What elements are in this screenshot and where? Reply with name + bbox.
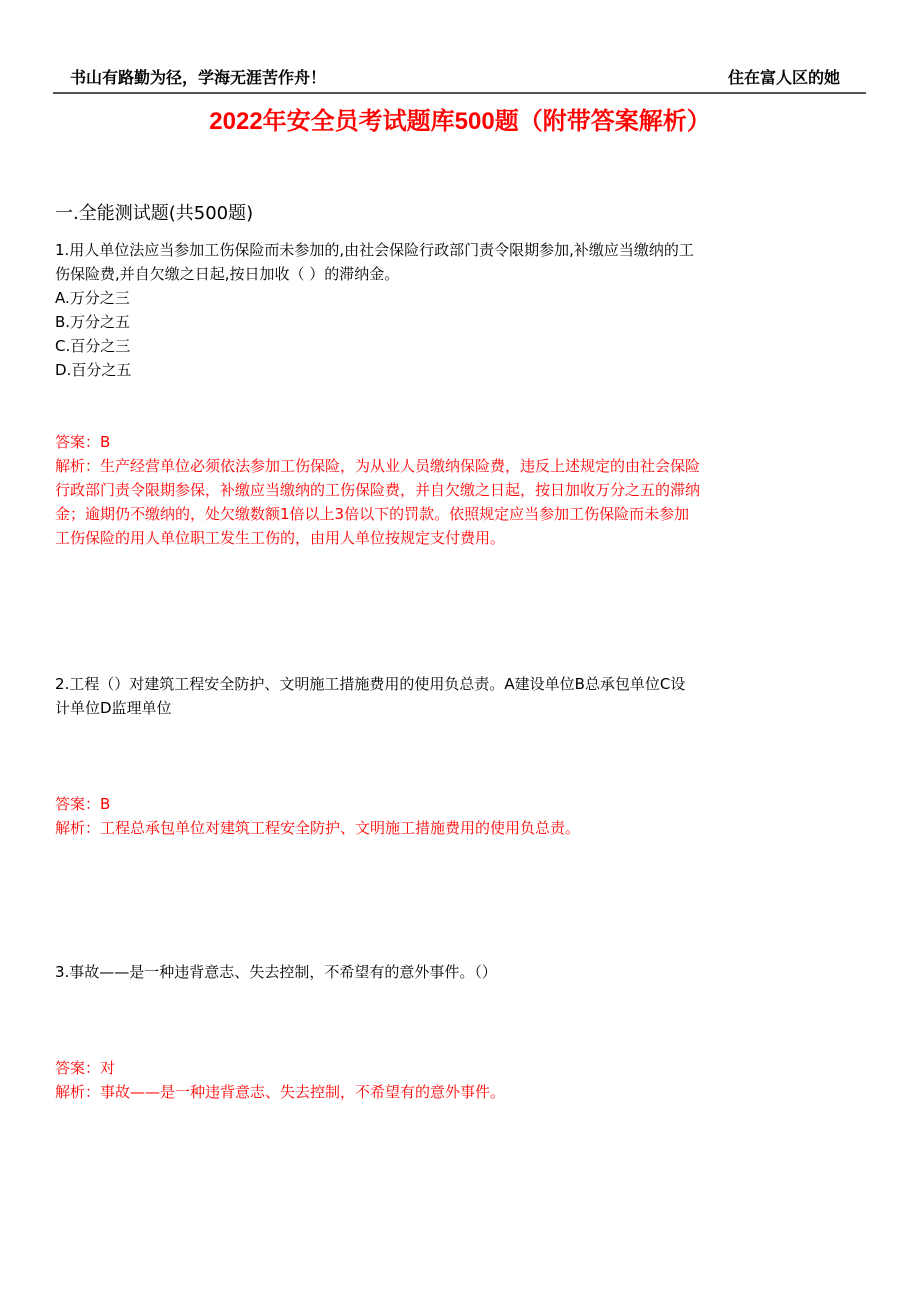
question-stem-line: 3.事故——是一种违背意志、失去控制，不希望有的意外事件。（） <box>55 963 497 981</box>
option-a: A.万分之三 <box>55 289 130 307</box>
section-heading: 一.全能测试题(共500题) <box>55 203 254 224</box>
option-c: C.百分之三 <box>55 337 131 355</box>
explanation-line: 工伤保险的用人单位职工发生工伤的，由用人单位按规定支付费用。 <box>55 529 506 547</box>
document-title: 2022年安全员考试题库500题（附带答案解析） <box>209 108 711 135</box>
question-stem-line: 2.工程（）对建筑工程安全防护、文明施工措施费用的使用负总责。A建设单位B总承包单位C设 <box>55 675 686 693</box>
page-header <box>53 64 866 94</box>
explanation-line: 解析：生产经营单位必须依法参加工伤保险，为从业人员缴纳保险费，违反上述规定的由社会保险 <box>55 457 701 475</box>
question-2 <box>55 672 875 720</box>
question-stem-line: 计单位D监理单位 <box>55 699 172 717</box>
answer-block-2 <box>55 792 875 840</box>
question-3 <box>55 960 875 984</box>
option-b: B.万分之五 <box>55 313 131 331</box>
explanation-line: 解析：工程总承包单位对建筑工程安全防护、文明施工措施费用的使用负总责。 <box>55 819 581 837</box>
answer-block-3 <box>55 1056 875 1104</box>
explanation-line: 行政部门责令限期参保，补缴应当缴纳的工伤保险费，并自欠缴之日起，按日加收万分之五的滞纳 <box>55 481 701 499</box>
question-stem-line: 1.用人单位法应当参加工伤保险而未参加的,由社会保险行政部门责令限期参加,补缴应当缴纳的工 <box>55 241 694 259</box>
explanation-line: 解析：事故——是一种违背意志、失去控制，不希望有的意外事件。 <box>55 1083 506 1101</box>
header-author: 住在富人区的她 <box>727 68 840 87</box>
question-stem-line: 伤保险费,并自欠缴之日起,按日加收（ ）的滞纳金。 <box>55 265 400 283</box>
header-motto: 书山有路勤为径，学海无涯苦作舟！ <box>70 68 327 87</box>
explanation-line: 金；逾期仍不缴纳的，处欠缴数额1倍以上3倍以下的罚款。依照规定应当参加工伤保险而未参加 <box>55 505 690 523</box>
option-d: D.百分之五 <box>55 361 132 379</box>
question-1 <box>55 238 875 382</box>
answer: 答案：对 <box>55 1059 116 1077</box>
answer: 答案：B <box>55 795 111 813</box>
answer: 答案：B <box>55 433 111 451</box>
answer-block-1 <box>55 430 875 550</box>
